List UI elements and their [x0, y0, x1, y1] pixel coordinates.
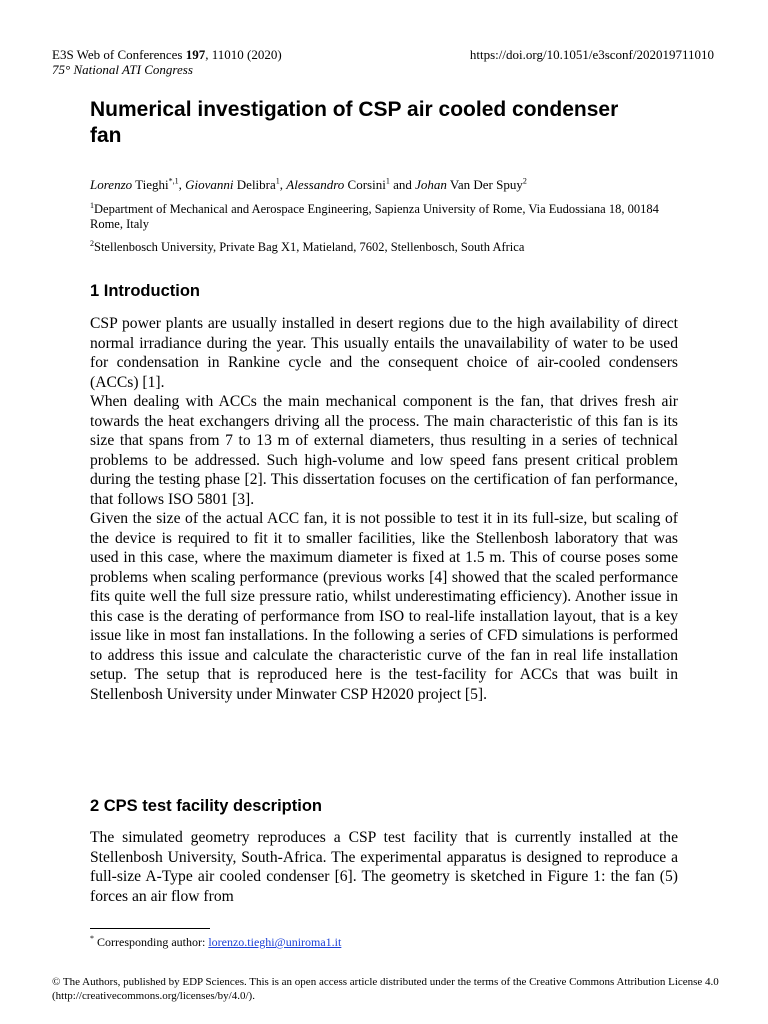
author-list [90, 177, 527, 193]
paragraph: Given the size of the actual ACC fan, it is not possible to test it in its full-size, but scaling of the device is required to fit it to smaller facilities, like the Stellenbosh laboratory that was used in this case, where the maximum diameter is fixed at 1.5 m. This of course poses some problems when scaling performance (previous works [4] showed that the scaled performance fits quite well the full size pressure ratio, whilst underestimating efficiency). Another issue in this case is the derating of performance from ISO to real-life installation layout, that is a key issue like in most fan installations. In the following a series of CFD simulations is performed to address this issue and calculate the characteristic curve of the fan in real life installation setup. The setup that is reproduced here is the test-facility for ACCs that was built in Stellenbosh University under Minwater CSP H2020 project [5]. [90, 510, 678, 703]
paragraph: CSP power plants are usually installed in desert regions due to the high availability of direct normal irradiance during the year. This usually entails the unavailability of water to be used for condensation in Rankine cycle and the consequent choice of air-cooled condensers (ACCs) [1]. [90, 315, 678, 391]
author-first-name: Giovanni [185, 177, 234, 192]
doi-link[interactable]: https://doi.org/10.1051/e3sconf/202019711010 [469, 47, 714, 62]
author-affiliation-mark: 1 [385, 176, 390, 186]
license-notice: © The Authors, published by EDP Sciences. This is an open access article distributed under the terms of the Creative Commons Attribution License 4.0 (http://creativecommons.org/licenses/by/4.0/). [52, 976, 719, 1002]
footnote-mark: * [90, 934, 94, 943]
section-body [90, 828, 678, 906]
paragraph: The simulated geometry reproduces a CSP test facility that is currently installed at the Stellenbosh University, South-Africa. The experimental apparatus is designed to reproduce a full-size A-Type air cooled condenser [6]. The geometry is sketched in Figure 1: the fan (5) forces an air flow from [90, 829, 678, 905]
author-first-name: Lorenzo [90, 177, 133, 192]
section-heading: 1 Introduction [90, 282, 200, 300]
congress-name: 75° National ATI Congress [52, 62, 193, 77]
journal-prefix: E3S Web of Conferences [52, 47, 186, 62]
journal-suffix: , 11010 (2020) [205, 47, 282, 62]
author-first-name: Johan [415, 177, 447, 192]
author-email-link[interactable]: lorenzo.tieghi@uniroma1.it [208, 935, 342, 949]
author-first-name: Alessandro [286, 177, 345, 192]
author-last-name: Corsini [347, 177, 386, 192]
author-separator: , [178, 177, 186, 192]
author-affiliation-mark: *,1 [168, 176, 179, 186]
running-header [52, 47, 282, 77]
affiliation-text: Stellenbosch University, Private Bag X1, Matieland, 7602, Stellenbosch, South Africa [94, 240, 525, 254]
author-last-name: Tieghi [135, 177, 169, 192]
author-and: and [389, 177, 416, 192]
affiliation-mark: 2 [90, 238, 94, 248]
author-last-name: Delibra [236, 177, 276, 192]
affiliation [90, 240, 680, 255]
footnote [90, 935, 341, 950]
journal-volume: 197 [185, 47, 206, 62]
paper-title: Numerical investigation of CSP air cooled condenser fan [90, 98, 619, 147]
author-affiliation-mark: 2 [522, 176, 527, 186]
affiliation [90, 202, 680, 232]
paragraph: When dealing with ACCs the main mechanical component is the fan, that drives fresh air towards the heat exchangers driving all the process. The main characteristic of this fan is its size that spans from 7 to 13 m of external diameters, thus resulting in a series of technical problems to be addressed. Such high-volume and low speed fans present critical problem during the testing phase [2]. This dissertation focuses on the certification of fan performance, that follows ISO 5801 [3]. [90, 393, 678, 508]
affiliation-mark: 1 [90, 200, 94, 210]
author-separator: , [279, 177, 287, 192]
author-last-name: Van Der Spuy [449, 177, 523, 192]
affiliation-text: Department of Mechanical and Aerospace Engineering, Sapienza University of Rome, Via Eudossiana 18, 00184 Rome, Italy [90, 202, 659, 231]
footnote-divider [90, 928, 210, 929]
footnote-label: Corresponding author: [97, 935, 209, 949]
journal-citation [52, 47, 282, 62]
section-body [90, 314, 678, 704]
section-heading: 2 CPS test facility description [90, 797, 322, 815]
author-affiliation-mark: 1 [275, 176, 280, 186]
